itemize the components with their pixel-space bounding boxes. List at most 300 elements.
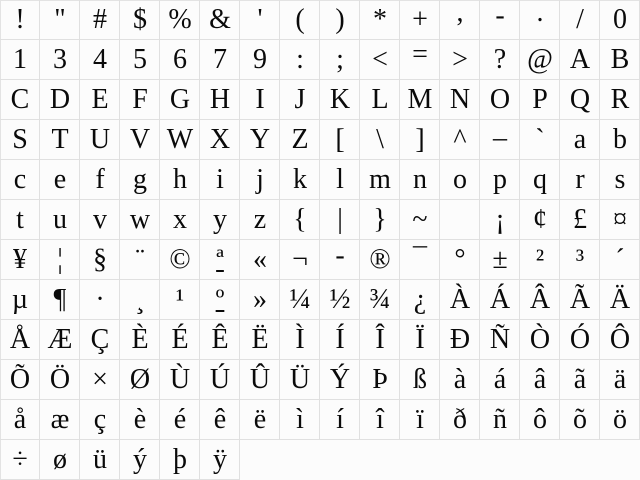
glyph: â [533, 364, 547, 395]
glyph-cell-r3-c9[interactable] [320, 80, 360, 120]
glyph-cell-r4-c7[interactable] [240, 120, 280, 160]
glyph-cell-r11-c9[interactable] [320, 400, 360, 440]
glyph-cell-r11-c16[interactable] [600, 400, 640, 440]
glyph: W [166, 124, 194, 155]
glyph-cell-r1-c7[interactable] [240, 0, 280, 40]
glyph-cell-r8-c5[interactable] [160, 280, 200, 320]
glyph: o [453, 164, 467, 195]
glyph: ì [296, 404, 304, 435]
glyph: f [95, 164, 105, 195]
glyph-cell-r10-c13[interactable] [480, 360, 520, 400]
glyph-cell-r3-c5[interactable] [160, 80, 200, 120]
glyph-cell-r9-c3[interactable] [80, 320, 120, 360]
glyph-cell-r1-c8[interactable] [280, 0, 320, 40]
glyph: ¾ [369, 284, 391, 315]
glyph-cell-r6-c10[interactable] [360, 200, 400, 240]
glyph: 0 [613, 4, 627, 35]
glyph-cell-r11-c2[interactable] [40, 400, 80, 440]
glyph-cell-r12-c2[interactable] [40, 440, 80, 480]
glyph-cell-r11-c11[interactable] [400, 400, 440, 440]
glyph-cell-r10-c15[interactable] [560, 360, 600, 400]
glyph: Á [489, 284, 511, 315]
glyph: æ [50, 404, 70, 435]
glyph-cell-r11-c1[interactable] [0, 400, 40, 440]
glyph-cell-r7-c11[interactable] [400, 240, 440, 280]
glyph: B [610, 44, 630, 75]
glyph: q [533, 164, 547, 195]
glyph-cell-r7-c12[interactable] [440, 240, 480, 280]
glyph: 9 [253, 44, 267, 75]
glyph: Þ [372, 364, 388, 395]
glyph-cell-r7-c9[interactable] [320, 240, 360, 280]
glyph: ö [613, 404, 627, 435]
glyph-cell-r4-c8[interactable] [280, 120, 320, 160]
glyph: ¬ [292, 244, 308, 275]
glyph: Ï [415, 324, 425, 355]
glyph-cell-r2-c7[interactable] [240, 40, 280, 80]
glyph-cell-r8-c3[interactable] [80, 280, 120, 320]
glyph: ã [573, 364, 587, 395]
glyph: E [91, 84, 109, 115]
glyph-cell-r12-c4[interactable] [120, 440, 160, 480]
glyph: N [449, 84, 471, 115]
glyph: z [253, 204, 267, 235]
glyph: D [49, 84, 71, 115]
glyph: K [329, 84, 351, 115]
glyph-cell-r9-c6[interactable] [200, 320, 240, 360]
glyph: í [336, 404, 344, 435]
glyph: l [336, 164, 344, 195]
glyph-cell-r8-c8[interactable] [280, 280, 320, 320]
glyph: % [168, 4, 192, 35]
glyph-cell-r5-c15[interactable] [560, 160, 600, 200]
glyph-cell-r9-c13[interactable] [480, 320, 520, 360]
glyph: × [92, 364, 108, 395]
glyph: ` [535, 124, 545, 155]
glyph-cell-r4-c1[interactable] [0, 120, 40, 160]
glyph: Ö [49, 364, 71, 395]
glyph-cell-r5-c14[interactable] [520, 160, 560, 200]
glyph-cell-r7-c14[interactable] [520, 240, 560, 280]
glyph-cell-r11-c6[interactable] [200, 400, 240, 440]
glyph-cell-r1-c10[interactable] [360, 0, 400, 40]
glyph-cell-r8-c16[interactable] [600, 280, 640, 320]
glyph: " [54, 4, 66, 35]
glyph-cell-r5-c10[interactable] [360, 160, 400, 200]
glyph: Ó [569, 324, 591, 355]
glyph-cell-r4-c9[interactable] [320, 120, 360, 160]
glyph: ) [335, 4, 345, 35]
glyph-cell-r12-c3[interactable] [80, 440, 120, 480]
glyph-cell-r1-c13[interactable] [480, 0, 520, 40]
glyph-cell-r2-c3[interactable] [80, 40, 120, 80]
glyph-cell-r2-c2[interactable] [40, 40, 80, 80]
glyph: Õ [9, 364, 31, 395]
glyph: Â [529, 284, 551, 315]
glyph-cell-r3-c7[interactable] [240, 80, 280, 120]
glyph-cell-r6-c16[interactable] [600, 200, 640, 240]
glyph: ? [493, 44, 507, 75]
glyph-cell-r6-c15[interactable] [560, 200, 600, 240]
glyph-cell-r5-c7[interactable] [240, 160, 280, 200]
glyph: y [213, 204, 227, 235]
glyph: = [412, 39, 428, 70]
glyph: X [209, 124, 231, 155]
glyph-cell-r12-c6[interactable] [200, 440, 240, 480]
glyph-cell-r4-c5[interactable] [160, 120, 200, 160]
glyph-cell-r6-c14[interactable] [520, 200, 560, 240]
glyph-cell-r9-c9[interactable] [320, 320, 360, 360]
glyph: ± [492, 244, 508, 275]
glyph-cell-r10-c4[interactable] [120, 360, 160, 400]
glyph-cell-r6-c7[interactable] [240, 200, 280, 240]
glyph-cell-r9-c11[interactable] [400, 320, 440, 360]
glyph: É [171, 324, 189, 355]
glyph: § [93, 244, 107, 275]
glyph-cell-r9-c1[interactable] [0, 320, 40, 360]
glyph-cell-r4-c13[interactable] [480, 113, 520, 160]
glyph: / [576, 4, 584, 35]
glyph: Ø [129, 364, 151, 395]
glyph-cell-r5-c2[interactable] [40, 160, 80, 200]
glyph-cell-r3-c15[interactable] [560, 80, 600, 120]
glyph: º [215, 284, 225, 315]
glyph-cell-r6-c2[interactable] [40, 200, 80, 240]
glyph: 7 [213, 44, 227, 75]
glyph-cell-r11-c3[interactable] [80, 400, 120, 440]
glyph-cell-r5-c9[interactable] [320, 160, 360, 200]
glyph-cell-r5-c3[interactable] [80, 160, 120, 200]
glyph-cell-r1-c4[interactable] [120, 0, 160, 40]
glyph-cell-r1-c9[interactable] [320, 0, 360, 40]
glyph: R [610, 84, 630, 115]
glyph-cell-r3-c2[interactable] [40, 80, 80, 120]
glyph: Û [249, 364, 271, 395]
glyph-cell-r3-c16[interactable] [600, 80, 640, 120]
glyph-cell-r6-c11[interactable] [400, 200, 440, 240]
glyph-cell-r6-c8[interactable] [280, 200, 320, 240]
glyph-cell-r5-c13[interactable] [480, 160, 520, 200]
glyph: c [13, 164, 27, 195]
glyph-cell-r2-c1[interactable] [0, 40, 40, 80]
glyph: 5 [133, 44, 147, 75]
glyph-cell-r3-c3[interactable] [80, 80, 120, 120]
glyph-cell-r9-c8[interactable] [280, 320, 320, 360]
glyph-cell-r1-c14[interactable] [520, 0, 560, 40]
glyph: A [569, 44, 591, 75]
glyph: Ú [209, 364, 231, 395]
glyph: ' [257, 4, 263, 35]
glyph-cell-r10-c11[interactable] [400, 360, 440, 400]
glyph: 1 [13, 44, 27, 75]
glyph-cell-r2-c15[interactable] [560, 40, 600, 80]
glyph: F [132, 84, 148, 115]
glyph-cell-r2-c12[interactable] [440, 40, 480, 80]
glyph-cell-r4-c4[interactable] [120, 120, 160, 160]
glyph-cell-r4-c2[interactable] [40, 120, 80, 160]
glyph: # [93, 4, 107, 35]
glyph-cell-r7-c5[interactable] [160, 240, 200, 280]
glyph-cell-r7-c13[interactable] [480, 240, 520, 280]
glyph: ¢ [533, 204, 547, 235]
glyph-cell-r4-c16[interactable] [600, 120, 640, 160]
glyph: _ [493, 113, 507, 144]
glyph-cell-r2-c11[interactable] [400, 40, 440, 80]
glyph-cell-r9-c2[interactable] [40, 320, 80, 360]
glyph: \ [376, 124, 384, 155]
glyph-cell-r9-c16[interactable] [600, 320, 640, 360]
glyph: k [293, 164, 307, 195]
glyph-cell-r7-c4[interactable] [120, 240, 160, 280]
glyph-cell-r2-c9[interactable] [320, 40, 360, 80]
glyph-cell-r10-c2[interactable] [40, 360, 80, 400]
glyph-cell-r6-c6[interactable] [200, 200, 240, 240]
glyph-cell-r9-c12[interactable] [440, 320, 480, 360]
glyph: Ñ [489, 324, 511, 355]
glyph-cell-r1-c12[interactable] [440, 0, 480, 40]
glyph-cell-r1-c2[interactable] [40, 0, 80, 40]
glyph-cell-r7-c8[interactable] [280, 240, 320, 280]
glyph-cell-r11-c5[interactable] [160, 400, 200, 440]
glyph-cell-r8-c11[interactable] [400, 280, 440, 320]
glyph: ] [415, 124, 425, 155]
glyph-cell-r9-c5[interactable] [160, 320, 200, 360]
glyph-cell-r12-c5[interactable] [160, 440, 200, 480]
glyph-cell-r11-c15[interactable] [560, 400, 600, 440]
glyph: ¶ [53, 284, 67, 315]
glyph: L [371, 84, 389, 115]
glyph-cell-r2-c14[interactable] [520, 40, 560, 80]
glyph: ¡ [495, 204, 505, 235]
glyph: + [412, 4, 428, 35]
glyph: Ù [169, 364, 191, 395]
glyph-cell-r5-c11[interactable] [400, 160, 440, 200]
glyph: < [372, 44, 388, 75]
glyph: © [169, 244, 191, 275]
glyph-cell-r2-c6[interactable] [200, 40, 240, 80]
glyph-cell-r10-c9[interactable] [320, 360, 360, 400]
glyph-cell-r9-c14[interactable] [520, 320, 560, 360]
glyph: J [294, 84, 306, 115]
glyph-cell-r10-c1[interactable] [0, 360, 40, 400]
glyph-cell-r3-c8[interactable] [280, 80, 320, 120]
glyph: 4 [93, 44, 107, 75]
glyph: ¥ [13, 244, 27, 275]
glyph: v [93, 204, 107, 235]
glyph: Ë [251, 324, 269, 355]
glyph-cell-r11-c7[interactable] [240, 400, 280, 440]
glyph-cell-r10-c5[interactable] [160, 360, 200, 400]
glyph: h [173, 164, 187, 195]
glyph-cell-r10-c10[interactable] [360, 360, 400, 400]
glyph: * [373, 4, 387, 35]
glyph: ¼ [289, 284, 311, 315]
glyph-cell-r7-c1[interactable] [0, 240, 40, 280]
glyph-cell-r10-c8[interactable] [280, 360, 320, 400]
glyph-cell-r10-c16[interactable] [600, 360, 640, 400]
glyph-cell-r7-c10[interactable] [360, 240, 400, 280]
glyph-cell-r6-c5[interactable] [160, 200, 200, 240]
glyph-cell-r9-c4[interactable] [120, 320, 160, 360]
glyph-cell-r7-c15[interactable] [560, 240, 600, 280]
glyph: g [133, 164, 147, 195]
glyph: C [10, 84, 30, 115]
glyph-cell-r11-c13[interactable] [480, 400, 520, 440]
glyph-cell-r3-c1[interactable] [0, 80, 40, 120]
glyph: b [613, 124, 627, 155]
glyph: ð [453, 404, 467, 435]
glyph-cell-r5-c4[interactable] [120, 160, 160, 200]
glyph: è [133, 404, 147, 435]
glyph-cell-r1-c16[interactable] [600, 0, 640, 40]
glyph: j [256, 164, 264, 195]
glyph-cell-r2-c5[interactable] [160, 40, 200, 80]
glyph-cell-r6-c3[interactable] [80, 200, 120, 240]
glyph-cell-r4-c3[interactable] [80, 120, 120, 160]
glyph-cell-r1-c1[interactable] [0, 0, 40, 40]
glyph-cell-r9-c15[interactable] [560, 320, 600, 360]
glyph-cell-r4-c10[interactable] [360, 120, 400, 160]
glyph: T [51, 124, 69, 155]
glyph-cell-r3-c14[interactable] [520, 80, 560, 120]
glyph-cell-r8-c15[interactable] [560, 280, 600, 320]
glyph: Î [375, 324, 385, 355]
glyph-cell-r8-c14[interactable] [520, 280, 560, 320]
glyph-cell-r11-c14[interactable] [520, 400, 560, 440]
glyph-cell-r9-c10[interactable] [360, 320, 400, 360]
glyph: } [373, 204, 387, 235]
glyph: ¨ [135, 244, 145, 275]
glyph-cell-r8-c1[interactable] [0, 280, 40, 320]
glyph-cell-r4-c12[interactable] [440, 120, 480, 160]
glyph: Y [249, 124, 271, 155]
glyph-cell-r2-c4[interactable] [120, 40, 160, 80]
glyph-cell-r1-c5[interactable] [160, 0, 200, 40]
glyph: ½ [329, 284, 351, 315]
glyph-cell-r6-c9[interactable] [320, 200, 360, 240]
glyph: I [255, 84, 265, 115]
glyph-cell-r11-c12[interactable] [440, 400, 480, 440]
glyph: þ [173, 444, 187, 475]
glyph: P [532, 84, 548, 115]
glyph-cell-r3-c10[interactable] [360, 80, 400, 120]
glyph-cell-r10-c14[interactable] [520, 360, 560, 400]
glyph-cell-r6-c4[interactable] [120, 200, 160, 240]
glyph-cell-r7-c2[interactable] [40, 240, 80, 280]
glyph-cell-r7-c3[interactable] [80, 240, 120, 280]
glyph: M [407, 84, 433, 115]
glyph-cell-r3-c6[interactable] [200, 80, 240, 120]
glyph-cell-r3-c11[interactable] [400, 80, 440, 120]
glyph-cell-r10-c12[interactable] [440, 360, 480, 400]
glyph-cell-r10-c6[interactable] [200, 360, 240, 400]
glyph: à [453, 364, 467, 395]
glyph-cell-r4-c14[interactable] [520, 120, 560, 160]
glyph-cell-r4-c11[interactable] [400, 120, 440, 160]
glyph: Ô [609, 324, 631, 355]
glyph-cell-r8-c12[interactable] [440, 280, 480, 320]
glyph-cell-r7-c16[interactable] [600, 240, 640, 280]
glyph-cell-r1-c15[interactable] [560, 0, 600, 40]
glyph-cell-r5-c16[interactable] [600, 160, 640, 200]
glyph: ¤ [613, 204, 627, 235]
glyph-cell-r11-c4[interactable] [120, 400, 160, 440]
glyph-cell-r8-c7[interactable] [240, 280, 280, 320]
glyph: 6 [173, 44, 187, 75]
glyph-cell-r8-c10[interactable] [360, 280, 400, 320]
glyph-cell-r5-c5[interactable] [160, 160, 200, 200]
glyph-cell-r9-c7[interactable] [240, 320, 280, 360]
glyph: ¹ [175, 284, 185, 315]
glyph-cell-r5-c6[interactable] [200, 160, 240, 200]
glyph: p [493, 164, 507, 195]
glyph-cell-r4-c15[interactable] [560, 120, 600, 160]
glyph: r [575, 164, 585, 195]
glyph-cell-r6-c12[interactable] [440, 200, 480, 240]
glyph: U [89, 124, 111, 155]
glyph: a [573, 124, 587, 155]
glyph: ; [336, 44, 344, 75]
glyph-cell-r8-c4[interactable] [120, 280, 160, 320]
glyph: , [456, 0, 464, 28]
glyph-cell-r5-c8[interactable] [280, 160, 320, 200]
glyph: @ [527, 44, 553, 75]
glyph: ý [133, 444, 147, 475]
glyph-cell-r7-c7[interactable] [240, 240, 280, 280]
glyph-cell-r4-c6[interactable] [200, 120, 240, 160]
glyph-cell-r6-c1[interactable] [0, 200, 40, 240]
glyph: « [253, 244, 267, 275]
glyph-cell-r3-c12[interactable] [440, 80, 480, 120]
glyph-cell-r6-c13[interactable] [480, 200, 520, 240]
glyph-cell-r8-c6[interactable] [200, 280, 240, 320]
glyph: [ [335, 124, 345, 155]
glyph: ï [416, 404, 424, 435]
glyph-cell-r2-c8[interactable] [280, 40, 320, 80]
glyph-cell-r11-c8[interactable] [280, 400, 320, 440]
glyph: m [369, 164, 391, 195]
glyph-cell-r8-c9[interactable] [320, 280, 360, 320]
glyph-cell-r1-c6[interactable] [200, 0, 240, 40]
glyph: ¦ [57, 244, 63, 275]
glyph: ÷ [12, 444, 28, 475]
glyph: À [449, 284, 471, 315]
glyph-cell-r5-c12[interactable] [440, 160, 480, 200]
glyph-cell-r5-c1[interactable] [0, 160, 40, 200]
glyph: ß [413, 364, 427, 395]
glyph-cell-r2-c16[interactable] [600, 40, 640, 80]
glyph-cell-r10-c3[interactable] [80, 360, 120, 400]
glyph-cell-r1-c3[interactable] [80, 0, 120, 40]
glyph: { [293, 204, 307, 235]
glyph-cell-r2-c13[interactable] [480, 40, 520, 80]
glyph-cell-r2-c10[interactable] [360, 40, 400, 80]
glyph-cell-r11-c10[interactable] [360, 400, 400, 440]
glyph: å [13, 404, 27, 435]
glyph-cell-r8-c13[interactable] [480, 280, 520, 320]
glyph-cell-r1-c11[interactable] [400, 0, 440, 40]
glyph-cell-r12-c1[interactable] [0, 440, 40, 480]
glyph: Ì [295, 324, 305, 355]
glyph-cell-r8-c2[interactable] [40, 280, 80, 320]
glyph: ~ [412, 204, 428, 235]
glyph: Ü [289, 364, 311, 395]
glyph: ñ [493, 404, 507, 435]
glyph-cell-r3-c4[interactable] [120, 80, 160, 120]
glyph: ¿ [413, 284, 427, 315]
glyph-cell-r7-c6[interactable] [200, 240, 240, 280]
glyph-cell-r10-c7[interactable] [240, 360, 280, 400]
